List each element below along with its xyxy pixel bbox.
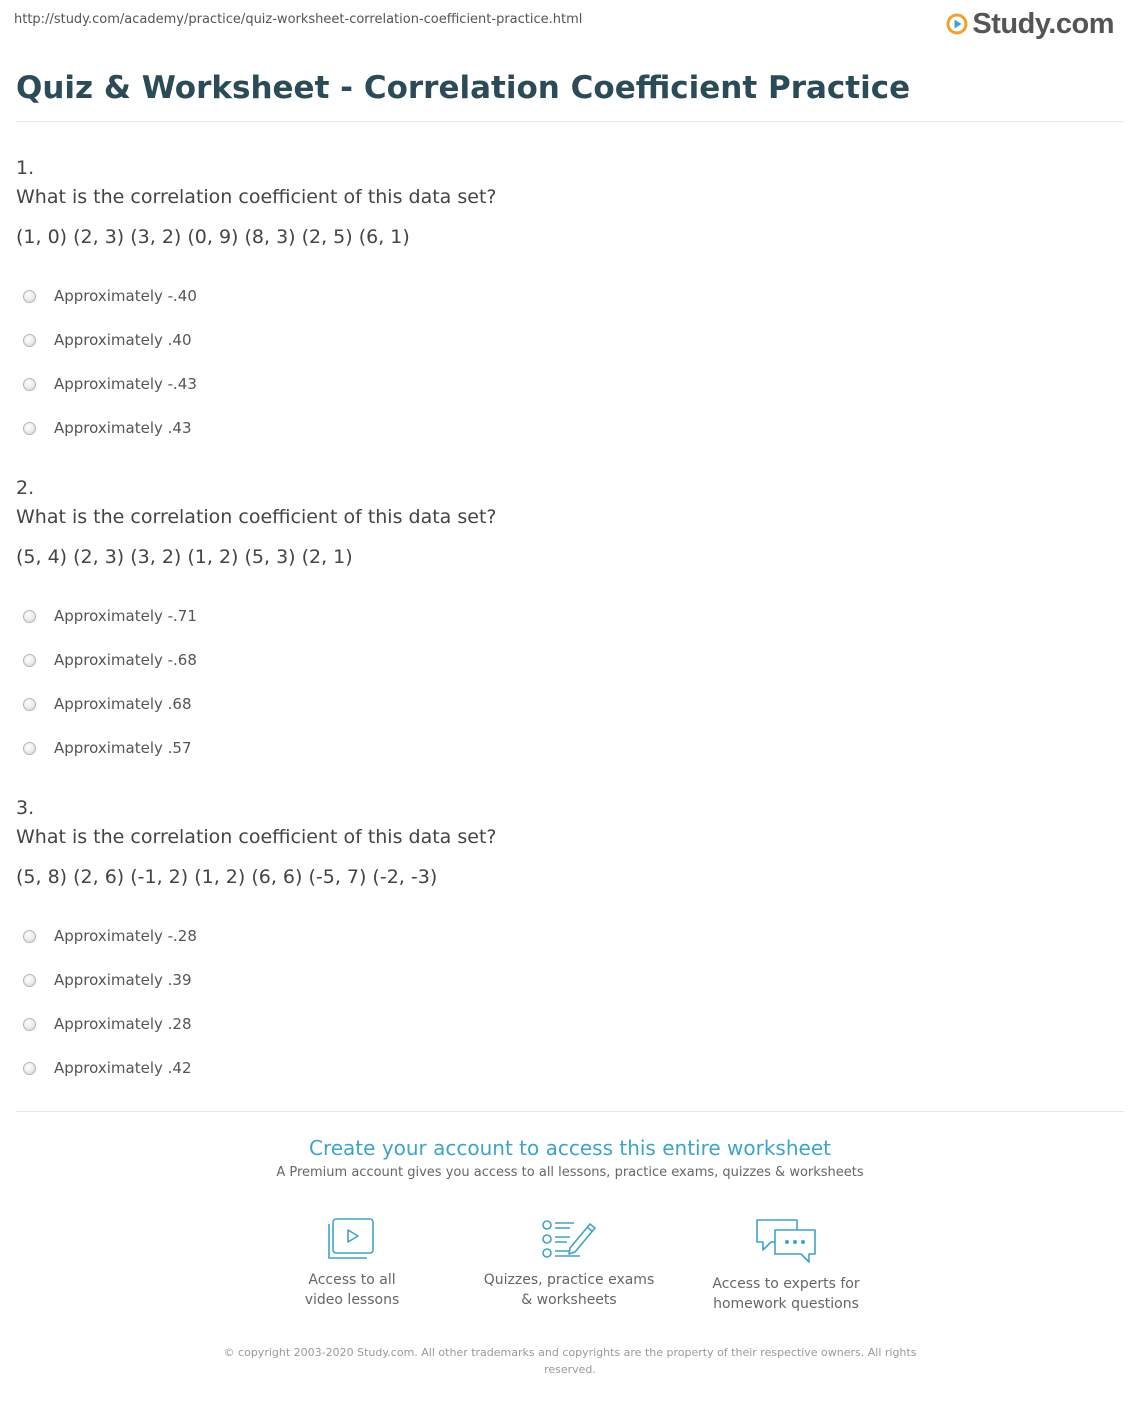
radio-button[interactable] [23,742,36,755]
feature-video-lessons [252,1216,452,1310]
cta-divider [16,1111,1124,1112]
top-bar [0,0,1140,48]
answer-option[interactable] [16,1002,1116,1046]
answer-options [16,274,1116,450]
play-circle-icon [946,13,968,35]
radio-button[interactable] [23,654,36,667]
answer-option[interactable] [16,958,1116,1002]
question-1 [16,154,1116,450]
question-2 [16,474,1116,770]
feature-label: Access to experts for homework questions [712,1276,860,1312]
radio-button[interactable] [23,698,36,711]
create-account-link[interactable]: Create your account to access this entire worksheet [309,1136,831,1160]
logo-text: Study.com [972,7,1114,40]
answer-option[interactable] [16,1046,1116,1090]
option-label: Approximately .40 [54,331,192,349]
question-data-set: (5, 4) (2, 3) (3, 2) (1, 2) (5, 3) (2, 1) [16,546,353,568]
feature-label: Quizzes, practice exams & worksheets [483,1272,655,1308]
answer-option[interactable] [16,914,1116,958]
video-lessons-icon [325,1216,379,1262]
question-number: 1. [16,157,35,179]
radio-button[interactable] [23,334,36,347]
radio-button[interactable] [23,930,36,943]
feature-label: Access to all video lessons [304,1272,400,1308]
answer-options [16,594,1116,770]
option-label: Approximately -.68 [54,651,197,669]
features-row [0,1216,1140,1326]
answer-option[interactable] [16,638,1116,682]
page-url: http://study.com/academy/practice/quiz-worksheet-correlation-coefficient-practice.html [14,12,583,27]
feature-quizzes [469,1216,669,1310]
page-title: Quiz & Worksheet - Correlation Coefficient Practice [16,70,911,106]
option-label: Approximately .39 [54,971,192,989]
option-label: Approximately -.40 [54,287,197,305]
question-data-set: (5, 8) (2, 6) (-1, 2) (1, 2) (6, 6) (-5, 7) (-2, -3) [16,866,438,888]
answer-option[interactable] [16,406,1116,450]
question-3 [16,794,1116,1090]
radio-button[interactable] [23,378,36,391]
option-label: Approximately .28 [54,1015,192,1033]
feature-experts [686,1216,886,1314]
radio-button[interactable] [23,290,36,303]
option-label: Approximately .43 [54,419,192,437]
answer-option[interactable] [16,274,1116,318]
cta-section [0,1134,1140,1184]
option-label: Approximately .68 [54,695,192,713]
option-label: Approximately .42 [54,1059,192,1077]
answer-option[interactable] [16,726,1116,770]
answer-option[interactable] [16,318,1116,362]
radio-button[interactable] [23,1062,36,1075]
question-text: What is the correlation coefficient of this data set? [16,506,497,528]
answer-option[interactable] [16,362,1116,406]
option-label: Approximately .57 [54,739,192,757]
chat-bubbles-icon [753,1216,819,1266]
quiz-checklist-icon [540,1216,598,1262]
answer-option[interactable] [16,682,1116,726]
option-label: Approximately -.43 [54,375,197,393]
question-number: 3. [16,797,35,819]
copyright-footer: © copyright 2003-2020 Study.com. All other trademarks and copyrights are the property of their respective owners. All rights reserved. [223,1346,917,1376]
question-text: What is the correlation coefficient of this data set? [16,186,497,208]
question-data-set: (1, 0) (2, 3) (3, 2) (0, 9) (8, 3) (2, 5) (6, 1) [16,226,410,248]
option-label: Approximately -.28 [54,927,197,945]
question-number: 2. [16,477,35,499]
answer-options [16,914,1116,1090]
question-text: What is the correlation coefficient of this data set? [16,826,497,848]
radio-button[interactable] [23,422,36,435]
radio-button[interactable] [23,974,36,987]
option-label: Approximately -.71 [54,607,197,625]
radio-button[interactable] [23,1018,36,1031]
cta-subtitle: A Premium account gives you access to all lessons, practice exams, quizzes & worksheets [276,1165,864,1180]
title-divider [16,121,1124,122]
radio-button[interactable] [23,610,36,623]
study-logo[interactable] [946,6,1114,42]
answer-option[interactable] [16,594,1116,638]
